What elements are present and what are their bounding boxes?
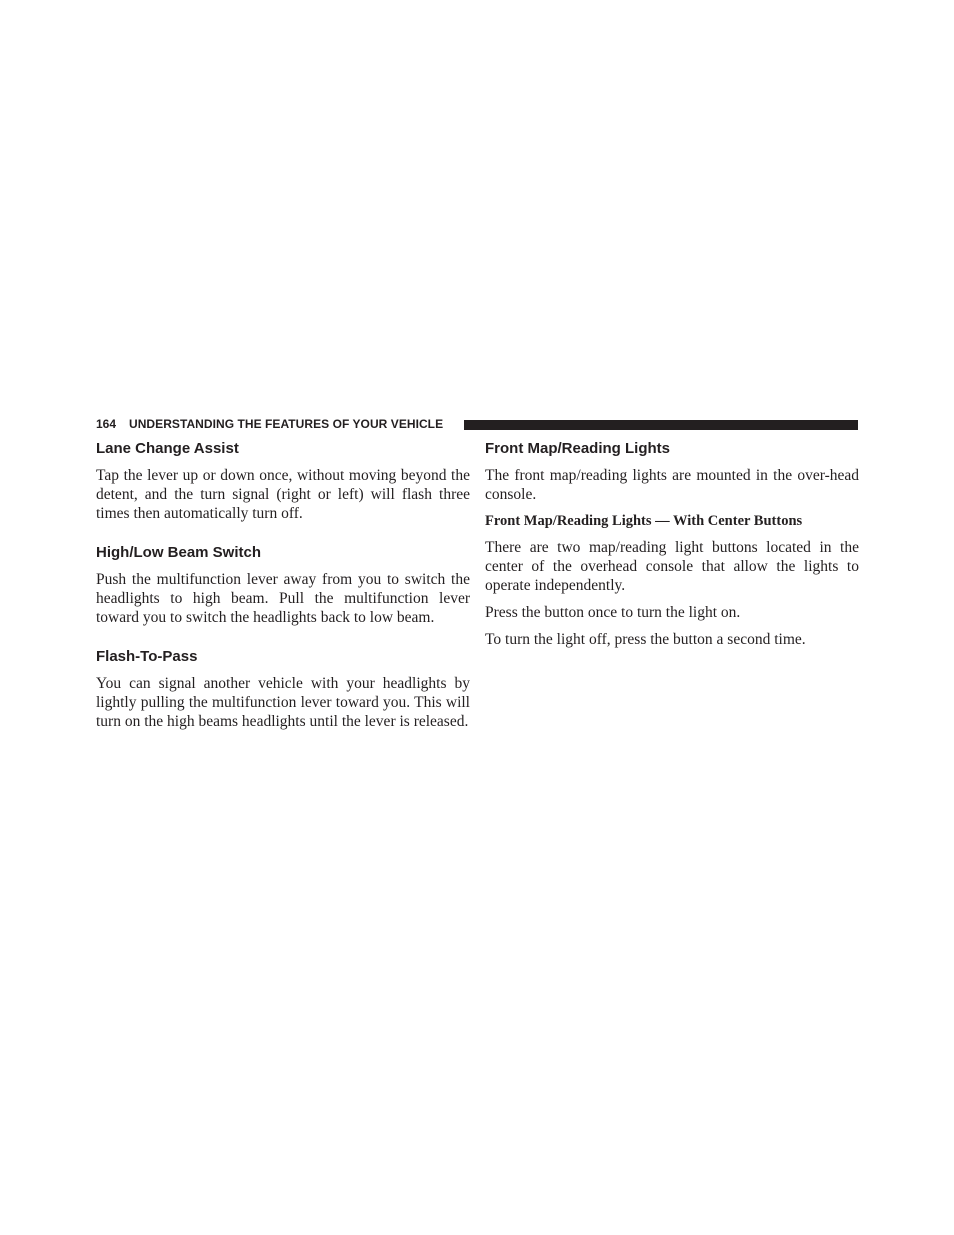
high-low-beam-body: Push the multifunction lever away from you to switch the headlights to high beam. Pull the multifunction lever toward you to switch the headlights back to low beam. xyxy=(96,571,470,626)
left-column xyxy=(96,437,470,739)
header-rule-bar xyxy=(464,420,858,430)
page-number: 164 xyxy=(96,417,117,431)
center-buttons-para1: There are two map/reading light buttons located in the center of the overhead console that allow the lights to operate independently. xyxy=(485,539,859,594)
center-buttons-para3: To turn the light off, press the button a second time. xyxy=(485,631,806,648)
center-buttons-subheading: Front Map/Reading Lights — With Center Buttons xyxy=(485,513,803,529)
lane-change-assist-heading: Lane Change Assist xyxy=(96,440,239,457)
lane-change-assist-body: Tap the lever up or down once, without moving beyond the detent, and the turn signal (right or left) will flash three times then automatically turn off. xyxy=(96,467,470,522)
front-map-lights-heading: Front Map/Reading Lights xyxy=(485,440,670,457)
page-header xyxy=(96,417,858,431)
high-low-beam-heading: High/Low Beam Switch xyxy=(96,544,262,561)
front-map-lights-intro: The front map/reading lights are mounted in the over-head console. xyxy=(485,467,859,503)
flash-to-pass-heading: Flash-To-Pass xyxy=(96,648,198,665)
flash-to-pass-body: You can signal another vehicle with your headlights by lightly pulling the multifunction lever toward you. This will turn on the high beams headlights until the lever is released. xyxy=(96,675,470,730)
section-title: UNDERSTANDING THE FEATURES OF YOUR VEHICLE xyxy=(129,417,444,431)
center-buttons-para2: Press the button once to turn the light on. xyxy=(485,604,741,621)
right-column xyxy=(485,437,859,657)
